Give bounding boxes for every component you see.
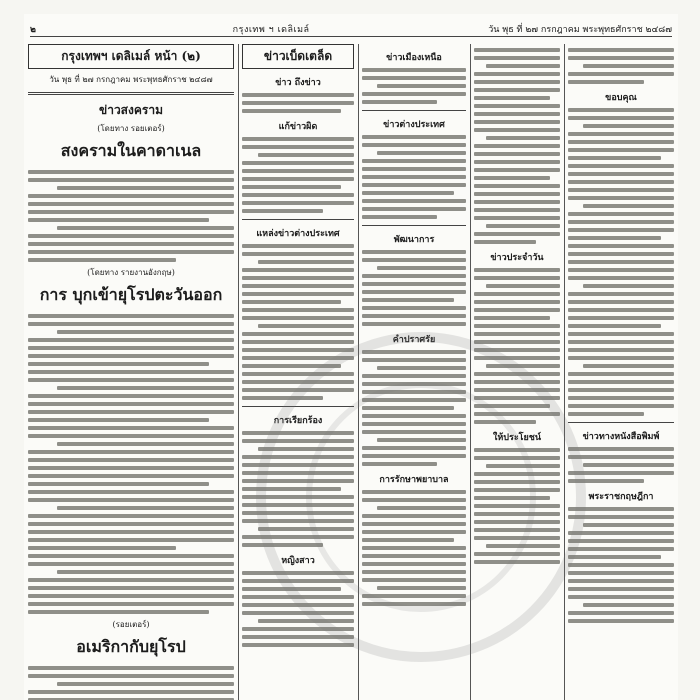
item-heading: หญิงสาว bbox=[281, 556, 315, 566]
paper-name: กรุงเทพ ฯ เดลิเมล์ bbox=[232, 25, 310, 35]
item-heading: คำปราศรัย bbox=[392, 335, 436, 345]
column-5 bbox=[564, 44, 678, 700]
item-heading: แหล่งข่าวต่างประเทศ bbox=[256, 229, 340, 239]
article-text bbox=[28, 666, 234, 700]
section-title: ข่าวเบ็ดเตล็ด bbox=[242, 44, 354, 69]
divider bbox=[28, 92, 234, 95]
column-4 bbox=[470, 44, 564, 700]
article-text bbox=[568, 507, 674, 623]
item-heading: ข่าวเมืองเหนือ bbox=[386, 53, 442, 63]
item-heading: การรักษาพยาบาล bbox=[379, 475, 449, 485]
divider bbox=[362, 110, 466, 111]
article-text bbox=[28, 314, 234, 614]
item-heading: ขอบคุณ bbox=[605, 93, 637, 103]
source-line: (โดยทาง รายงานอังกฤษ) bbox=[87, 268, 175, 277]
source-line: (โดยทาง รอยเตอร์) bbox=[97, 124, 165, 133]
article-text bbox=[474, 448, 560, 564]
column-3 bbox=[358, 44, 470, 700]
item-heading: พระราชกฤษฎีกา bbox=[588, 492, 654, 502]
item-heading: การเรียกร้อง bbox=[273, 416, 323, 426]
column-1 bbox=[24, 44, 238, 700]
column-2 bbox=[238, 44, 358, 700]
article-text bbox=[568, 447, 674, 483]
item-heading: ข่าว ถึงข่าว bbox=[275, 78, 321, 88]
divider bbox=[242, 219, 354, 220]
item-heading: ข่าวต่างประเทศ bbox=[383, 120, 445, 130]
item-heading: แก้ข่าวผิด bbox=[278, 122, 318, 132]
article-text bbox=[362, 490, 466, 606]
newspaper-page bbox=[24, 14, 678, 700]
item-heading: ให้ประโยชน์ bbox=[492, 433, 542, 443]
article-text bbox=[474, 48, 560, 244]
date-line: วัน พุธ ที่ ๒๗ กรกฎาคม พระพุทธศักราช ๒๔๘๗ bbox=[488, 25, 672, 35]
article-text bbox=[242, 93, 354, 113]
headline: สงครามในคาดาเนล bbox=[60, 141, 202, 160]
article-text bbox=[568, 108, 674, 416]
article-text bbox=[242, 431, 354, 547]
running-header bbox=[30, 22, 672, 37]
article-text bbox=[474, 268, 560, 424]
source-line: (รอยเตอร์) bbox=[112, 620, 150, 629]
article-text bbox=[242, 244, 354, 400]
headline: อเมริกากับยุโรป bbox=[76, 637, 186, 656]
article-text bbox=[362, 68, 466, 104]
article-text bbox=[242, 571, 354, 647]
item-heading: ข่าวประจำวัน bbox=[490, 253, 544, 263]
section-title: กรุงเทพฯ เดลิเมล์ หน้า (๒) bbox=[28, 44, 234, 69]
article-text bbox=[568, 48, 674, 84]
item-heading: พัฒนาการ bbox=[393, 235, 435, 245]
article-text bbox=[362, 250, 466, 326]
article-text bbox=[242, 137, 354, 213]
page-number: ๒ bbox=[30, 25, 36, 35]
divider bbox=[568, 422, 674, 423]
news-heading: ข่าวสงคราม bbox=[99, 103, 163, 117]
section-subline: วัน พุธ ที่ ๒๗ กรกฎาคม พระพุทธศักราช ๒๔๘๗ bbox=[49, 75, 213, 84]
headline: การ บุกเข้ายุโรปตะวันออก bbox=[39, 285, 223, 304]
item-heading: ข่าวทางหนังสือพิมพ์ bbox=[582, 432, 660, 442]
article-text bbox=[362, 135, 466, 219]
divider bbox=[362, 225, 466, 226]
divider bbox=[242, 406, 354, 407]
article-text bbox=[362, 350, 466, 466]
article-text bbox=[28, 170, 234, 262]
